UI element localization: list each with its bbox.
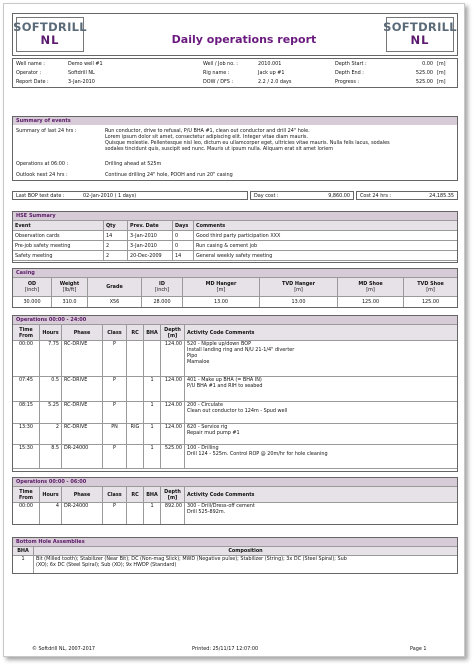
table-cell: 125.00 <box>338 297 404 308</box>
table-cell: Observation cards <box>13 231 104 241</box>
table-cell: 13:30 <box>13 424 40 445</box>
casing-table <box>12 277 458 308</box>
ops-col-header: Class <box>103 487 127 503</box>
bha-heading: Bottom Hole Assemblies <box>13 538 457 546</box>
well-job-value: 2010.001 <box>258 61 282 67</box>
table-cell: 124.00 <box>161 424 185 445</box>
table-cell <box>127 341 144 377</box>
activity-code: 100 - Drilling <box>187 445 219 451</box>
ops-col-header: Phase <box>62 325 103 341</box>
table-cell: 1 <box>144 503 161 525</box>
table-cell: RC-DRIVE <box>62 341 103 377</box>
cost-24hrs-label: Cost 24 hrs : <box>360 193 392 199</box>
depth-start-label: Depth Start : <box>335 61 367 67</box>
activity-comment: Clean out conductor to 124m - Spud well <box>187 407 288 414</box>
depth-end-label: Depth End : <box>335 70 364 76</box>
table-cell: 0.5 <box>40 377 62 402</box>
bha-section <box>12 537 458 574</box>
footer-printed: Printed: 25/11/17 12:07:00 <box>192 646 259 652</box>
table-cell <box>127 445 144 469</box>
logo-text-top: SOFTDRILL <box>13 20 87 35</box>
ops-col-header: Class <box>103 325 127 341</box>
hse-col-header: Qty <box>104 221 128 231</box>
table-cell: 30.000 <box>13 297 52 308</box>
table-cell <box>34 556 458 575</box>
ops-col-header: Activity Code Comments <box>185 487 458 503</box>
table-cell: 2 <box>40 424 62 445</box>
table-cell: 14 <box>173 251 194 261</box>
table-row <box>13 341 458 377</box>
operations-24h-heading: Operations 00:00 - 24:00 <box>13 316 457 324</box>
table-cell: 2 <box>104 251 128 261</box>
table-cell: 07:45 <box>13 377 40 402</box>
summary-last24-line: Lorem ipsum dolor sit amet, consectetur adipiscing elit. Integer vitae diam mauris. <box>105 134 309 140</box>
hse-heading: HSE Summary <box>13 212 457 220</box>
table-cell: 3-Jan-2010 <box>128 241 173 251</box>
table-cell: Run casing & cement job <box>194 241 458 251</box>
casing-col-unit: [inch] <box>154 287 170 293</box>
summary-section <box>12 116 458 181</box>
table-cell: 892.00 <box>161 503 185 525</box>
operations-24h-table <box>12 324 458 469</box>
casing-col-unit: [m] <box>426 287 435 293</box>
casing-section <box>12 268 458 308</box>
table-row <box>13 424 458 445</box>
activity-code: 401 - Make up BHA (= BHA IN) <box>187 377 262 383</box>
summary-heading: Summary of events <box>13 117 457 125</box>
table-cell: 00:00 <box>13 341 40 377</box>
report-date-value: 3-Jan-2010 <box>68 79 95 85</box>
hse-col-header: Prev. Date <box>128 221 173 231</box>
activity-comment: Drill 124 - 525m. Control ROP @ 20m/hr for hole cleaning <box>187 450 328 457</box>
ops-col-header: Depth [m] <box>161 487 185 503</box>
operator-value: Softdrill NL <box>68 70 95 76</box>
casing-col-header: TVD Shoe <box>417 281 444 288</box>
activity-comment: Drill 525-892m. <box>187 508 226 515</box>
table-cell <box>127 503 144 525</box>
casing-col-header: MD Hanger <box>205 281 237 288</box>
table-cell: Good third party participation XXX <box>194 231 458 241</box>
ops-col-header: Depth [m] <box>161 325 185 341</box>
outlook-label: Outlook next 24 hrs : <box>16 172 68 178</box>
ops-col-header: BHA <box>144 325 161 341</box>
table-cell: 0 <box>173 231 194 241</box>
ops-col-header: Hours <box>40 325 62 341</box>
report-date-label: Report Date : <box>16 79 49 85</box>
table-cell: 5.25 <box>40 402 62 424</box>
table-cell: 2 <box>104 241 128 251</box>
footer-page-number: Page 1 <box>410 646 427 652</box>
footer-copyright: © Softdrill NL, 2007-2017 <box>32 646 95 652</box>
table-row <box>13 231 458 241</box>
table-cell: 1 <box>144 424 161 445</box>
table-cell <box>185 402 458 424</box>
logo-text-top: SOFTDRILL <box>383 20 457 35</box>
bop-test-label: Last BOP test date : <box>16 193 65 199</box>
ops-col-header: Hours <box>40 487 62 503</box>
progress-unit: [m] <box>437 79 446 85</box>
table-cell: RC-DRIVE <box>62 402 103 424</box>
activity-comment: Pipo <box>187 352 198 359</box>
table-cell: 13.00 <box>183 297 260 308</box>
depth-end-unit: [m] <box>437 70 446 76</box>
table-cell: 14 <box>104 231 128 241</box>
well-name-value: Demo well #1 <box>68 61 103 67</box>
day-cost-label: Day cost : <box>254 193 279 199</box>
table-cell: P <box>103 341 127 377</box>
bha-col-header: BHA <box>13 547 34 556</box>
table-row <box>13 556 458 575</box>
table-cell <box>185 503 458 525</box>
table-cell: 1 <box>13 556 34 575</box>
bha-table <box>12 546 458 574</box>
table-cell: 1 <box>144 402 161 424</box>
activity-code: 520 - Nipple up/down BOP <box>187 341 252 347</box>
casing-col-header: Weight <box>59 281 80 288</box>
table-row <box>13 297 458 308</box>
table-row <box>13 445 458 469</box>
depth-start-unit: [m] <box>437 61 446 67</box>
table-cell: PN <box>103 424 127 445</box>
table-row <box>13 503 458 525</box>
table-cell <box>185 377 458 402</box>
cost-24hrs-box <box>356 191 458 200</box>
table-cell: P <box>103 445 127 469</box>
logo-text-bottom: NL <box>410 32 430 47</box>
ops-col-header: BHA <box>144 487 161 503</box>
activity-comment: Repair mud pump #1 <box>187 429 240 436</box>
table-cell: 0 <box>173 241 194 251</box>
table-cell: 4 <box>40 503 62 525</box>
table-cell: DR-24000 <box>62 445 103 469</box>
casing-col-unit: [inch] <box>24 287 40 293</box>
softdrill-logo-left <box>13 17 87 52</box>
table-cell: 15:30 <box>13 445 40 469</box>
table-cell: 8.5 <box>40 445 62 469</box>
operations-06h-section <box>12 477 458 525</box>
report-page <box>3 3 465 657</box>
table-cell: 1 <box>144 377 161 402</box>
bha-composition-line: (XO); 6x DC (Steel Spiral); Sub (XO); 9x HWDP (Standard) <box>36 561 177 568</box>
summary-last24-line: sodales tincidunt quis, suscipit sed nunc. Mauris ut ipsum nulla. Aliquam erat sit amet loriem <box>105 146 334 152</box>
hse-col-header: Comments <box>194 221 458 231</box>
outlook-value: Continue drilling 24" hole, POOH and run 20" casing <box>105 172 233 178</box>
table-row <box>13 241 458 251</box>
summary-last24-line: Quisque molestie. Pellentesque nisl leo, dictum eu ullamcorper eget, ultricies vitae mauris. Nulla felis lacus, sodales <box>105 140 390 146</box>
activity-code: 200 - Circulate <box>187 402 223 408</box>
table-cell: 28.000 <box>142 297 183 308</box>
progress-label: Progress : <box>335 79 360 85</box>
operations-06h-heading: Operations 00:00 - 06:00 <box>13 478 457 486</box>
hse-table <box>12 220 458 261</box>
casing-col-unit: [lb/ft] <box>62 287 77 293</box>
ops-col-header: Time From <box>13 325 40 341</box>
table-cell <box>127 402 144 424</box>
table-cell <box>185 445 458 469</box>
table-cell: RIG <box>127 424 144 445</box>
bha-col-header: Composition <box>34 547 458 556</box>
ops-0600-value: Drilling ahead at 525m <box>105 161 162 167</box>
rig-name-label: Rig name : <box>203 70 230 76</box>
dow-dfs-label: DOW / DFS : <box>203 79 234 85</box>
activity-comment: Install landing ring and N/U 21-1/4" diverter <box>187 346 295 353</box>
table-cell <box>127 377 144 402</box>
bop-test-value: 02-Jan-2010 ( 1 days) <box>83 193 137 199</box>
table-cell: 13.00 <box>260 297 338 308</box>
softdrill-logo-right <box>383 17 457 52</box>
ops-0600-label: Operations at 06:00 : <box>16 161 69 167</box>
report-header <box>12 13 458 56</box>
progress-value: 525.00 <box>415 79 433 85</box>
activity-code: 300 - Drill/Dress-off cement <box>187 503 255 509</box>
table-cell: 525.00 <box>161 445 185 469</box>
ops-col-header: Activity Code Comments <box>185 325 458 341</box>
summary-last24-line: Run conductor, drive to refusal, P/U BHA #1, clean out conductor and drill 24" hole. <box>105 128 310 134</box>
casing-col-unit: [m] <box>216 287 226 293</box>
table-row <box>13 402 458 424</box>
report-title: Daily operations report <box>171 33 317 46</box>
ops-col-header: Time From <box>13 487 40 503</box>
depth-end-value: 525.00 <box>415 70 433 76</box>
well-job-label: Well / Job no. : <box>203 61 238 67</box>
table-cell: P <box>103 503 127 525</box>
hse-col-header: Days <box>173 221 194 231</box>
table-cell <box>185 341 458 377</box>
table-row <box>13 377 458 402</box>
cost-24hrs-value: 24,185.35 <box>429 193 454 199</box>
casing-col-header: ID <box>159 281 165 288</box>
day-cost-value: 9,860.00 <box>328 193 350 199</box>
activity-comment: Mamaloe <box>187 358 210 365</box>
bha-composition-line: Bit (Milled tooth); Stabilizer (Near Bit); DC (Non-mag Slick); MWD (Negative pulse); Stabilizer (String); 3x DC (Steel Spiral); Sub <box>36 556 347 562</box>
table-cell: 310.0 <box>52 297 88 308</box>
activity-comment: P/U BHA #1 and RIH to seabed <box>187 382 263 389</box>
table-cell: General weekly safety meeting <box>194 251 458 261</box>
casing-col-header: Grade <box>106 284 123 290</box>
table-cell: 00:00 <box>13 503 40 525</box>
ops-col-header: RC <box>127 325 144 341</box>
hse-section <box>12 211 458 263</box>
table-cell: P <box>103 377 127 402</box>
table-cell: Safety meeting <box>13 251 104 261</box>
table-cell: P <box>103 402 127 424</box>
table-cell <box>185 424 458 445</box>
table-cell: 125.00 <box>404 297 458 308</box>
table-cell: 7.75 <box>40 341 62 377</box>
table-cell: RC-DRIVE <box>62 377 103 402</box>
table-cell: 124.00 <box>161 377 185 402</box>
casing-heading: Casing <box>13 269 457 277</box>
table-cell: 20-Dec-2009 <box>128 251 173 261</box>
activity-code: 620 - Service rig <box>187 424 228 430</box>
summary-last24-label: Summary of last 24 hrs : <box>16 128 77 134</box>
dow-dfs-value: 2.2 / 2.0 days <box>258 79 292 85</box>
table-cell: 124.00 <box>161 402 185 424</box>
casing-col-unit: [m] <box>294 287 303 293</box>
depth-start-value: 0.00 <box>422 61 433 67</box>
table-cell: RC-DRIVE <box>62 424 103 445</box>
casing-col-header: OD <box>27 281 37 288</box>
table-cell: X56 <box>88 297 142 308</box>
well-info-panel <box>12 58 458 88</box>
rig-name-value: Jack up #1 <box>258 70 285 76</box>
operations-24h-section <box>12 315 458 472</box>
table-cell: 1 <box>144 445 161 469</box>
ops-col-header: RC <box>127 487 144 503</box>
table-row <box>13 251 458 261</box>
operations-06h-table <box>12 486 458 525</box>
table-cell: Pre-job safety meeting <box>13 241 104 251</box>
logo-text-bottom: NL <box>40 32 60 47</box>
table-cell: 3-Jan-2010 <box>128 231 173 241</box>
day-cost-box <box>250 191 354 200</box>
bop-test-box <box>12 191 248 200</box>
table-cell: DR-24000 <box>62 503 103 525</box>
casing-col-header: TVD Hanger <box>282 281 315 288</box>
casing-col-header: MD Shoe <box>358 281 383 288</box>
hse-col-header: Event <box>13 221 104 231</box>
casing-col-unit: [m] <box>366 287 375 293</box>
table-cell: 08:15 <box>13 402 40 424</box>
ops-col-header: Phase <box>62 487 103 503</box>
table-cell <box>144 341 161 377</box>
table-cell: 124.00 <box>161 341 185 377</box>
well-name-label: Well name : <box>16 61 45 67</box>
operator-label: Operator : <box>16 70 42 76</box>
